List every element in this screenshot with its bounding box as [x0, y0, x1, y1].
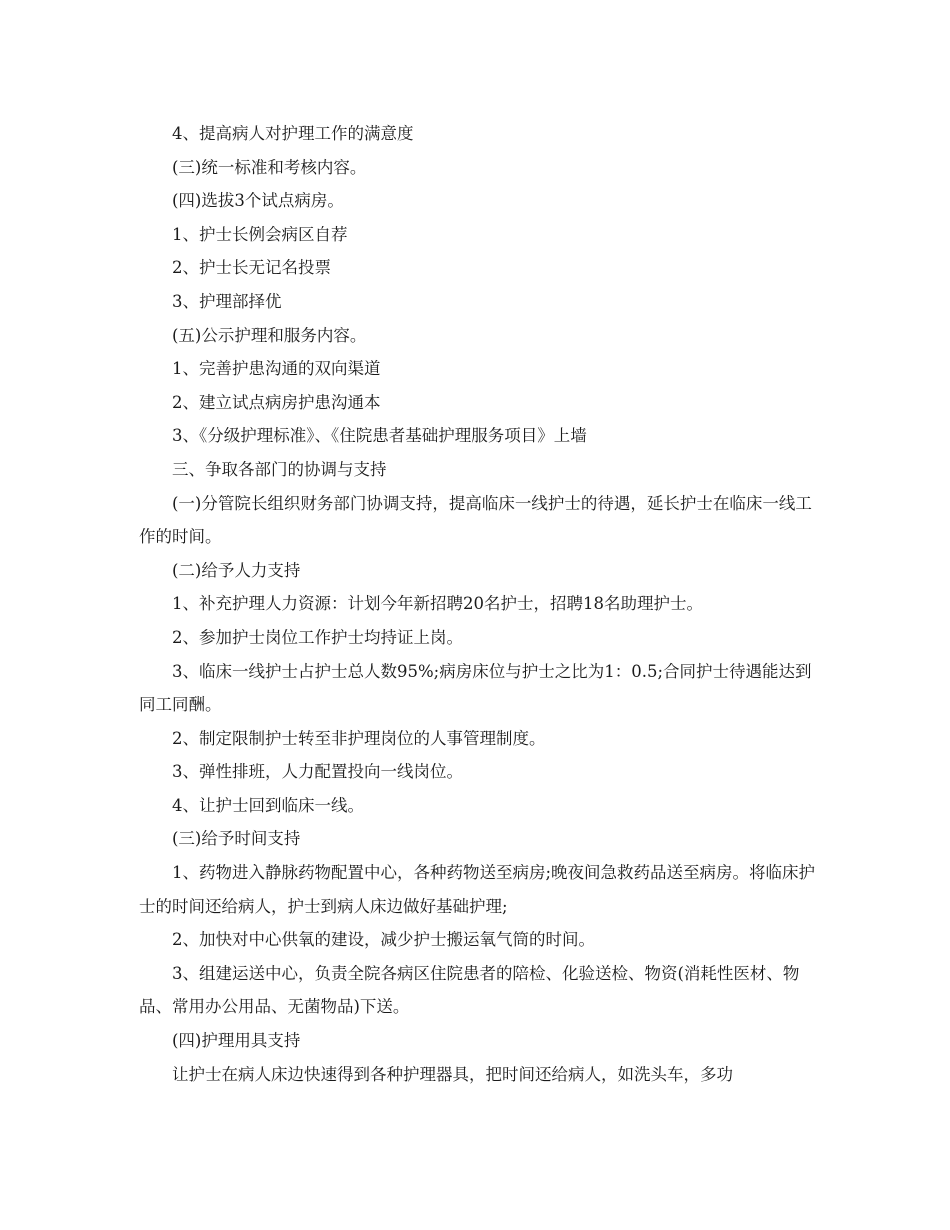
paragraph-4: 1、护士长例会病区自荐	[172, 224, 348, 244]
paragraph-25: 让护士在病人床边快速得到各种护理器具，把时间还给病人，如洗头车，多功	[172, 1064, 733, 1084]
paragraph-3: (四)选拔3个试点病房。	[172, 191, 344, 211]
paragraph-22: 2、加快对中心供氧的建设，减少护士搬运氧气筒的时间。	[172, 930, 595, 950]
paragraph-12: (一)分管院长组织财务部门协调支持，提高临床一线护士的待遇，延长护士在临床一线工作的时间。	[139, 493, 812, 547]
paragraph-15: 2、参加护士岗位工作护士均持证上岗。	[172, 627, 463, 647]
paragraph-2: (三)统一标准和考核内容。	[172, 157, 367, 177]
paragraph-19: 4、让护士回到临床一线。	[172, 795, 364, 815]
paragraph-23: 3、组建运送中心，负责全院各病区住院患者的陪检、化验送检、物资(消耗性医材、物品、常用办公用品、无菌物品)下送。	[139, 963, 800, 1017]
paragraph-18: 3、弹性排班，人力配置投向一线岗位。	[172, 762, 463, 782]
document-body	[139, 117, 819, 1091]
paragraph-5: 2、护士长无记名投票	[172, 258, 331, 278]
section-heading: 三、争取各部门的协调与支持	[172, 459, 387, 479]
paragraph-17: 2、制定限制护士转至非护理岗位的人事管理制度。	[172, 728, 546, 748]
paragraph-13: (二)给予人力支持	[172, 560, 301, 580]
paragraph-20: (三)给予时间支持	[172, 829, 301, 849]
paragraph-6: 3、护理部择优	[172, 291, 282, 311]
paragraph-14: 1、补充护理人力资源：计划今年新招聘20名护士，招聘18名助理护士。	[172, 594, 703, 614]
paragraph-7: (五)公示护理和服务内容。	[172, 325, 367, 345]
paragraph-24: (四)护理用具支持	[172, 1031, 301, 1051]
paragraph-1: 4、提高病人对护理工作的满意度	[172, 124, 414, 143]
paragraph-16: 3、临床一线护士占护士总人数95%;病房床位与护士之比为1：0.5;合同护士待遇能达到同工同酬。	[139, 661, 812, 715]
paragraph-10: 3、《分级护理标准》、《住院患者基础护理服务项目》上墙	[172, 426, 587, 446]
paragraph-9: 2、建立试点病房护患沟通本	[172, 392, 381, 412]
paragraph-8: 1、完善护患沟通的双向渠道	[172, 359, 381, 379]
paragraph-21: 1、药物进入静脉药物配置中心，各种药物送至病房;晚夜间急救药品送至病房。将临床护士的时间还给病人，护士到病人床边做好基础护理;	[139, 863, 816, 916]
